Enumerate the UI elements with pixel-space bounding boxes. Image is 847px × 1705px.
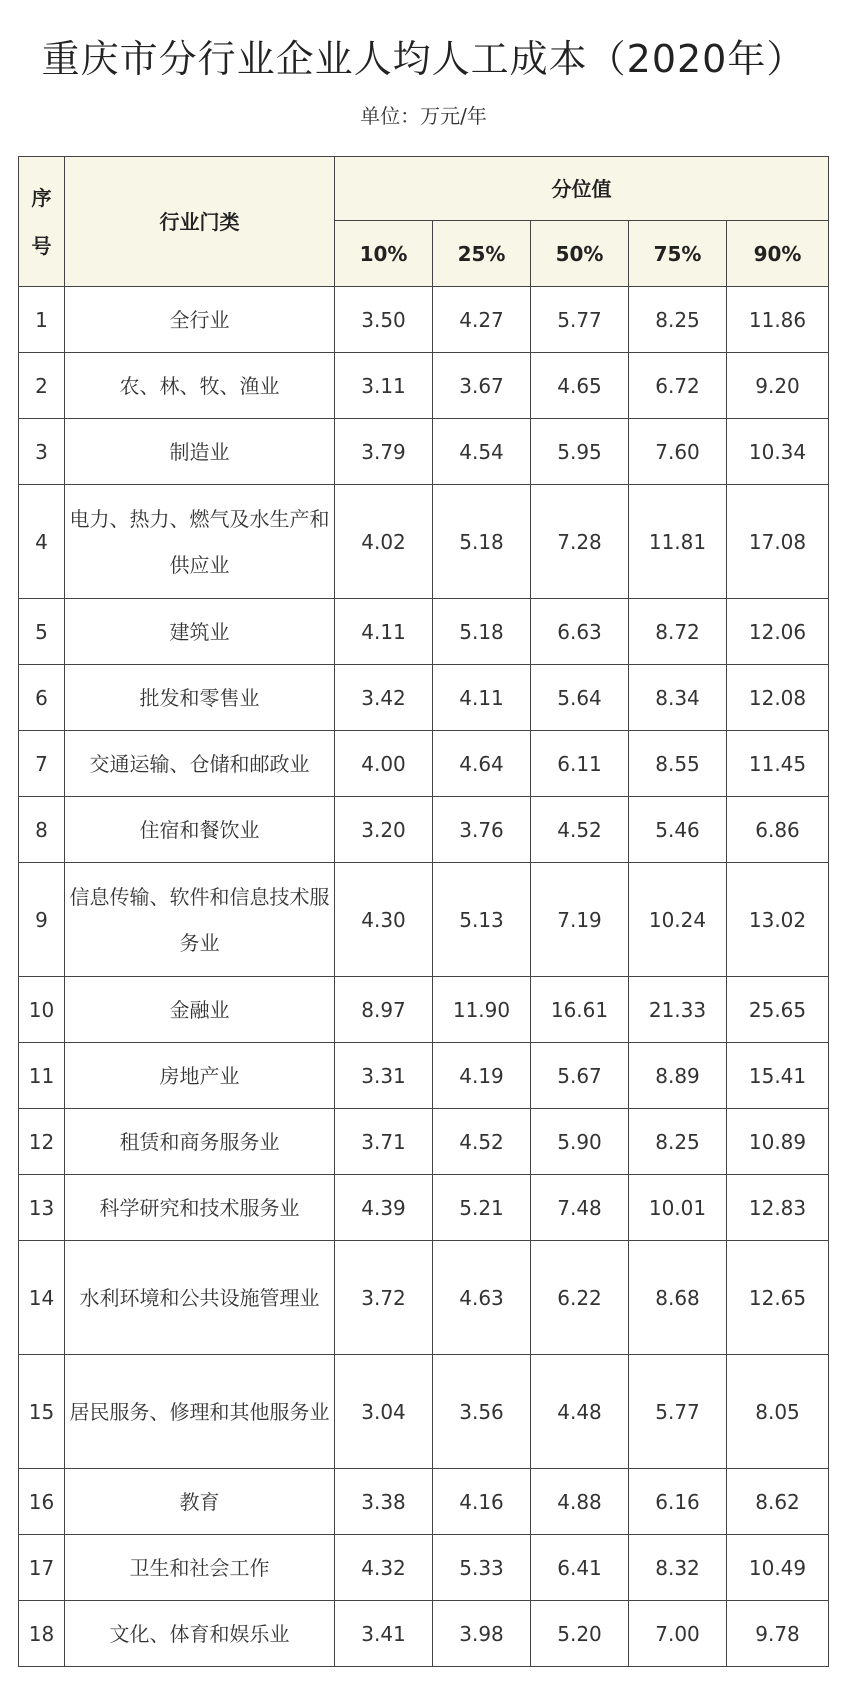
cell-industry: 住宿和餐饮业 (65, 797, 335, 863)
cell-index: 9 (19, 863, 65, 977)
cell-p90: 13.02 (727, 863, 829, 977)
cell-p50: 6.41 (531, 1535, 629, 1601)
cell-p25: 4.52 (433, 1109, 531, 1175)
cell-p25: 3.98 (433, 1601, 531, 1667)
cell-p25: 4.19 (433, 1043, 531, 1109)
header-index: 序号 (19, 157, 65, 287)
cell-p90: 25.65 (727, 977, 829, 1043)
cell-p90: 10.34 (727, 419, 829, 485)
cell-p50: 7.19 (531, 863, 629, 977)
cell-p25: 4.27 (433, 287, 531, 353)
cell-index: 12 (19, 1109, 65, 1175)
table-row (19, 863, 829, 977)
cell-industry: 房地产业 (65, 1043, 335, 1109)
cell-p25: 5.33 (433, 1535, 531, 1601)
cell-p90: 11.45 (727, 731, 829, 797)
table-row (19, 353, 829, 419)
cell-p90: 10.89 (727, 1109, 829, 1175)
cell-industry: 教育 (65, 1469, 335, 1535)
cell-index: 18 (19, 1601, 65, 1667)
cell-p10: 4.02 (335, 485, 433, 599)
cell-p50: 5.20 (531, 1601, 629, 1667)
cell-p75: 6.72 (629, 353, 727, 419)
cell-p50: 4.48 (531, 1355, 629, 1469)
cell-p10: 3.04 (335, 1355, 433, 1469)
cell-index: 7 (19, 731, 65, 797)
cell-industry: 制造业 (65, 419, 335, 485)
cell-p90: 12.08 (727, 665, 829, 731)
cell-p10: 3.71 (335, 1109, 433, 1175)
cell-p25: 4.11 (433, 665, 531, 731)
cell-industry: 金融业 (65, 977, 335, 1043)
cell-index: 4 (19, 485, 65, 599)
table-row (19, 1175, 829, 1241)
header-p90: 90% (727, 221, 829, 287)
unit-label: 单位：万元/年 (360, 104, 487, 128)
cell-industry: 农、林、牧、渔业 (65, 353, 335, 419)
cell-p10: 3.11 (335, 353, 433, 419)
cell-index: 8 (19, 797, 65, 863)
cell-p10: 4.00 (335, 731, 433, 797)
cell-index: 5 (19, 599, 65, 665)
cell-p50: 6.63 (531, 599, 629, 665)
cell-p10: 3.41 (335, 1601, 433, 1667)
page-title: 重庆市分行业企业人均人工成本（2020年） (41, 37, 806, 81)
cell-industry: 文化、体育和娱乐业 (65, 1601, 335, 1667)
cell-p90: 6.86 (727, 797, 829, 863)
cell-p25: 4.54 (433, 419, 531, 485)
cell-p75: 6.16 (629, 1469, 727, 1535)
cell-p75: 8.72 (629, 599, 727, 665)
cell-p25: 11.90 (433, 977, 531, 1043)
cell-index: 1 (19, 287, 65, 353)
cell-p75: 11.81 (629, 485, 727, 599)
cell-index: 2 (19, 353, 65, 419)
cell-p50: 4.65 (531, 353, 629, 419)
cell-index: 11 (19, 1043, 65, 1109)
cell-industry: 交通运输、仓储和邮政业 (65, 731, 335, 797)
cell-p10: 3.31 (335, 1043, 433, 1109)
cell-index: 16 (19, 1469, 65, 1535)
cell-p90: 11.86 (727, 287, 829, 353)
table-row (19, 1355, 829, 1469)
cell-p75: 21.33 (629, 977, 727, 1043)
cell-p50: 7.48 (531, 1175, 629, 1241)
cell-p10: 4.32 (335, 1535, 433, 1601)
header-percentile-group: 分位值 (335, 157, 829, 221)
cell-index: 17 (19, 1535, 65, 1601)
header-p10: 10% (335, 221, 433, 287)
cell-p90: 12.06 (727, 599, 829, 665)
table-row (19, 731, 829, 797)
cell-p90: 17.08 (727, 485, 829, 599)
cell-p75: 8.68 (629, 1241, 727, 1355)
cell-index: 6 (19, 665, 65, 731)
cell-p75: 10.01 (629, 1175, 727, 1241)
cell-p10: 3.38 (335, 1469, 433, 1535)
cell-p90: 15.41 (727, 1043, 829, 1109)
cell-p25: 4.63 (433, 1241, 531, 1355)
cell-p25: 4.64 (433, 731, 531, 797)
table-row (19, 665, 829, 731)
cell-p10: 3.20 (335, 797, 433, 863)
cell-industry: 租赁和商务服务业 (65, 1109, 335, 1175)
cell-p50: 6.22 (531, 1241, 629, 1355)
cell-p10: 8.97 (335, 977, 433, 1043)
table-row (19, 1109, 829, 1175)
cell-p50: 16.61 (531, 977, 629, 1043)
cell-p25: 3.76 (433, 797, 531, 863)
table-row (19, 797, 829, 863)
cell-p50: 6.11 (531, 731, 629, 797)
cell-p75: 5.46 (629, 797, 727, 863)
table-body (19, 287, 829, 1667)
cell-index: 10 (19, 977, 65, 1043)
cell-p75: 8.25 (629, 287, 727, 353)
cell-p10: 4.30 (335, 863, 433, 977)
table-row (19, 599, 829, 665)
cell-p50: 5.67 (531, 1043, 629, 1109)
cell-p10: 3.72 (335, 1241, 433, 1355)
cell-p90: 8.05 (727, 1355, 829, 1469)
cell-p90: 12.83 (727, 1175, 829, 1241)
table-row (19, 287, 829, 353)
cell-industry: 全行业 (65, 287, 335, 353)
cell-p90: 9.20 (727, 353, 829, 419)
header-p50: 50% (531, 221, 629, 287)
cell-p75: 8.55 (629, 731, 727, 797)
table-row (19, 1043, 829, 1109)
cell-index: 14 (19, 1241, 65, 1355)
cell-industry: 批发和零售业 (65, 665, 335, 731)
cell-p10: 4.11 (335, 599, 433, 665)
cell-p50: 5.95 (531, 419, 629, 485)
cell-p25: 4.16 (433, 1469, 531, 1535)
cell-industry: 科学研究和技术服务业 (65, 1175, 335, 1241)
table-row (19, 977, 829, 1043)
cell-p90: 8.62 (727, 1469, 829, 1535)
cell-p50: 7.28 (531, 485, 629, 599)
cell-p25: 5.18 (433, 485, 531, 599)
header-industry: 行业门类 (65, 157, 335, 287)
cell-p50: 4.88 (531, 1469, 629, 1535)
cell-p50: 5.77 (531, 287, 629, 353)
table-row (19, 1535, 829, 1601)
cell-p25: 5.21 (433, 1175, 531, 1241)
cell-industry: 电力、热力、燃气及水生产和供应业 (65, 485, 335, 599)
table-header (19, 157, 829, 287)
cell-p25: 5.18 (433, 599, 531, 665)
cell-p25: 3.67 (433, 353, 531, 419)
cell-p75: 10.24 (629, 863, 727, 977)
table-row (19, 419, 829, 485)
cell-p90: 9.78 (727, 1601, 829, 1667)
cell-p90: 12.65 (727, 1241, 829, 1355)
cell-index: 3 (19, 419, 65, 485)
cell-p50: 5.90 (531, 1109, 629, 1175)
header-p25: 25% (433, 221, 531, 287)
table-row (19, 1601, 829, 1667)
cost-table (18, 156, 829, 1667)
cell-industry: 卫生和社会工作 (65, 1535, 335, 1601)
cell-p50: 5.64 (531, 665, 629, 731)
table-row (19, 1469, 829, 1535)
cell-index: 13 (19, 1175, 65, 1241)
table-row (19, 485, 829, 599)
cell-p75: 7.00 (629, 1601, 727, 1667)
cell-p10: 3.79 (335, 419, 433, 485)
cell-p25: 3.56 (433, 1355, 531, 1469)
cell-industry: 水利环境和公共设施管理业 (65, 1241, 335, 1355)
cell-p75: 8.89 (629, 1043, 727, 1109)
table-row (19, 1241, 829, 1355)
cell-p75: 5.77 (629, 1355, 727, 1469)
cell-p75: 7.60 (629, 419, 727, 485)
cell-p75: 8.32 (629, 1535, 727, 1601)
header-p75: 75% (629, 221, 727, 287)
cell-p10: 4.39 (335, 1175, 433, 1241)
cell-p75: 8.25 (629, 1109, 727, 1175)
cell-p10: 3.50 (335, 287, 433, 353)
cell-p75: 8.34 (629, 665, 727, 731)
cell-p90: 10.49 (727, 1535, 829, 1601)
cell-industry: 居民服务、修理和其他服务业 (65, 1355, 335, 1469)
cell-p10: 3.42 (335, 665, 433, 731)
cell-industry: 信息传输、软件和信息技术服务业 (65, 863, 335, 977)
cell-industry: 建筑业 (65, 599, 335, 665)
cell-p50: 4.52 (531, 797, 629, 863)
cell-index: 15 (19, 1355, 65, 1469)
cell-p25: 5.13 (433, 863, 531, 977)
